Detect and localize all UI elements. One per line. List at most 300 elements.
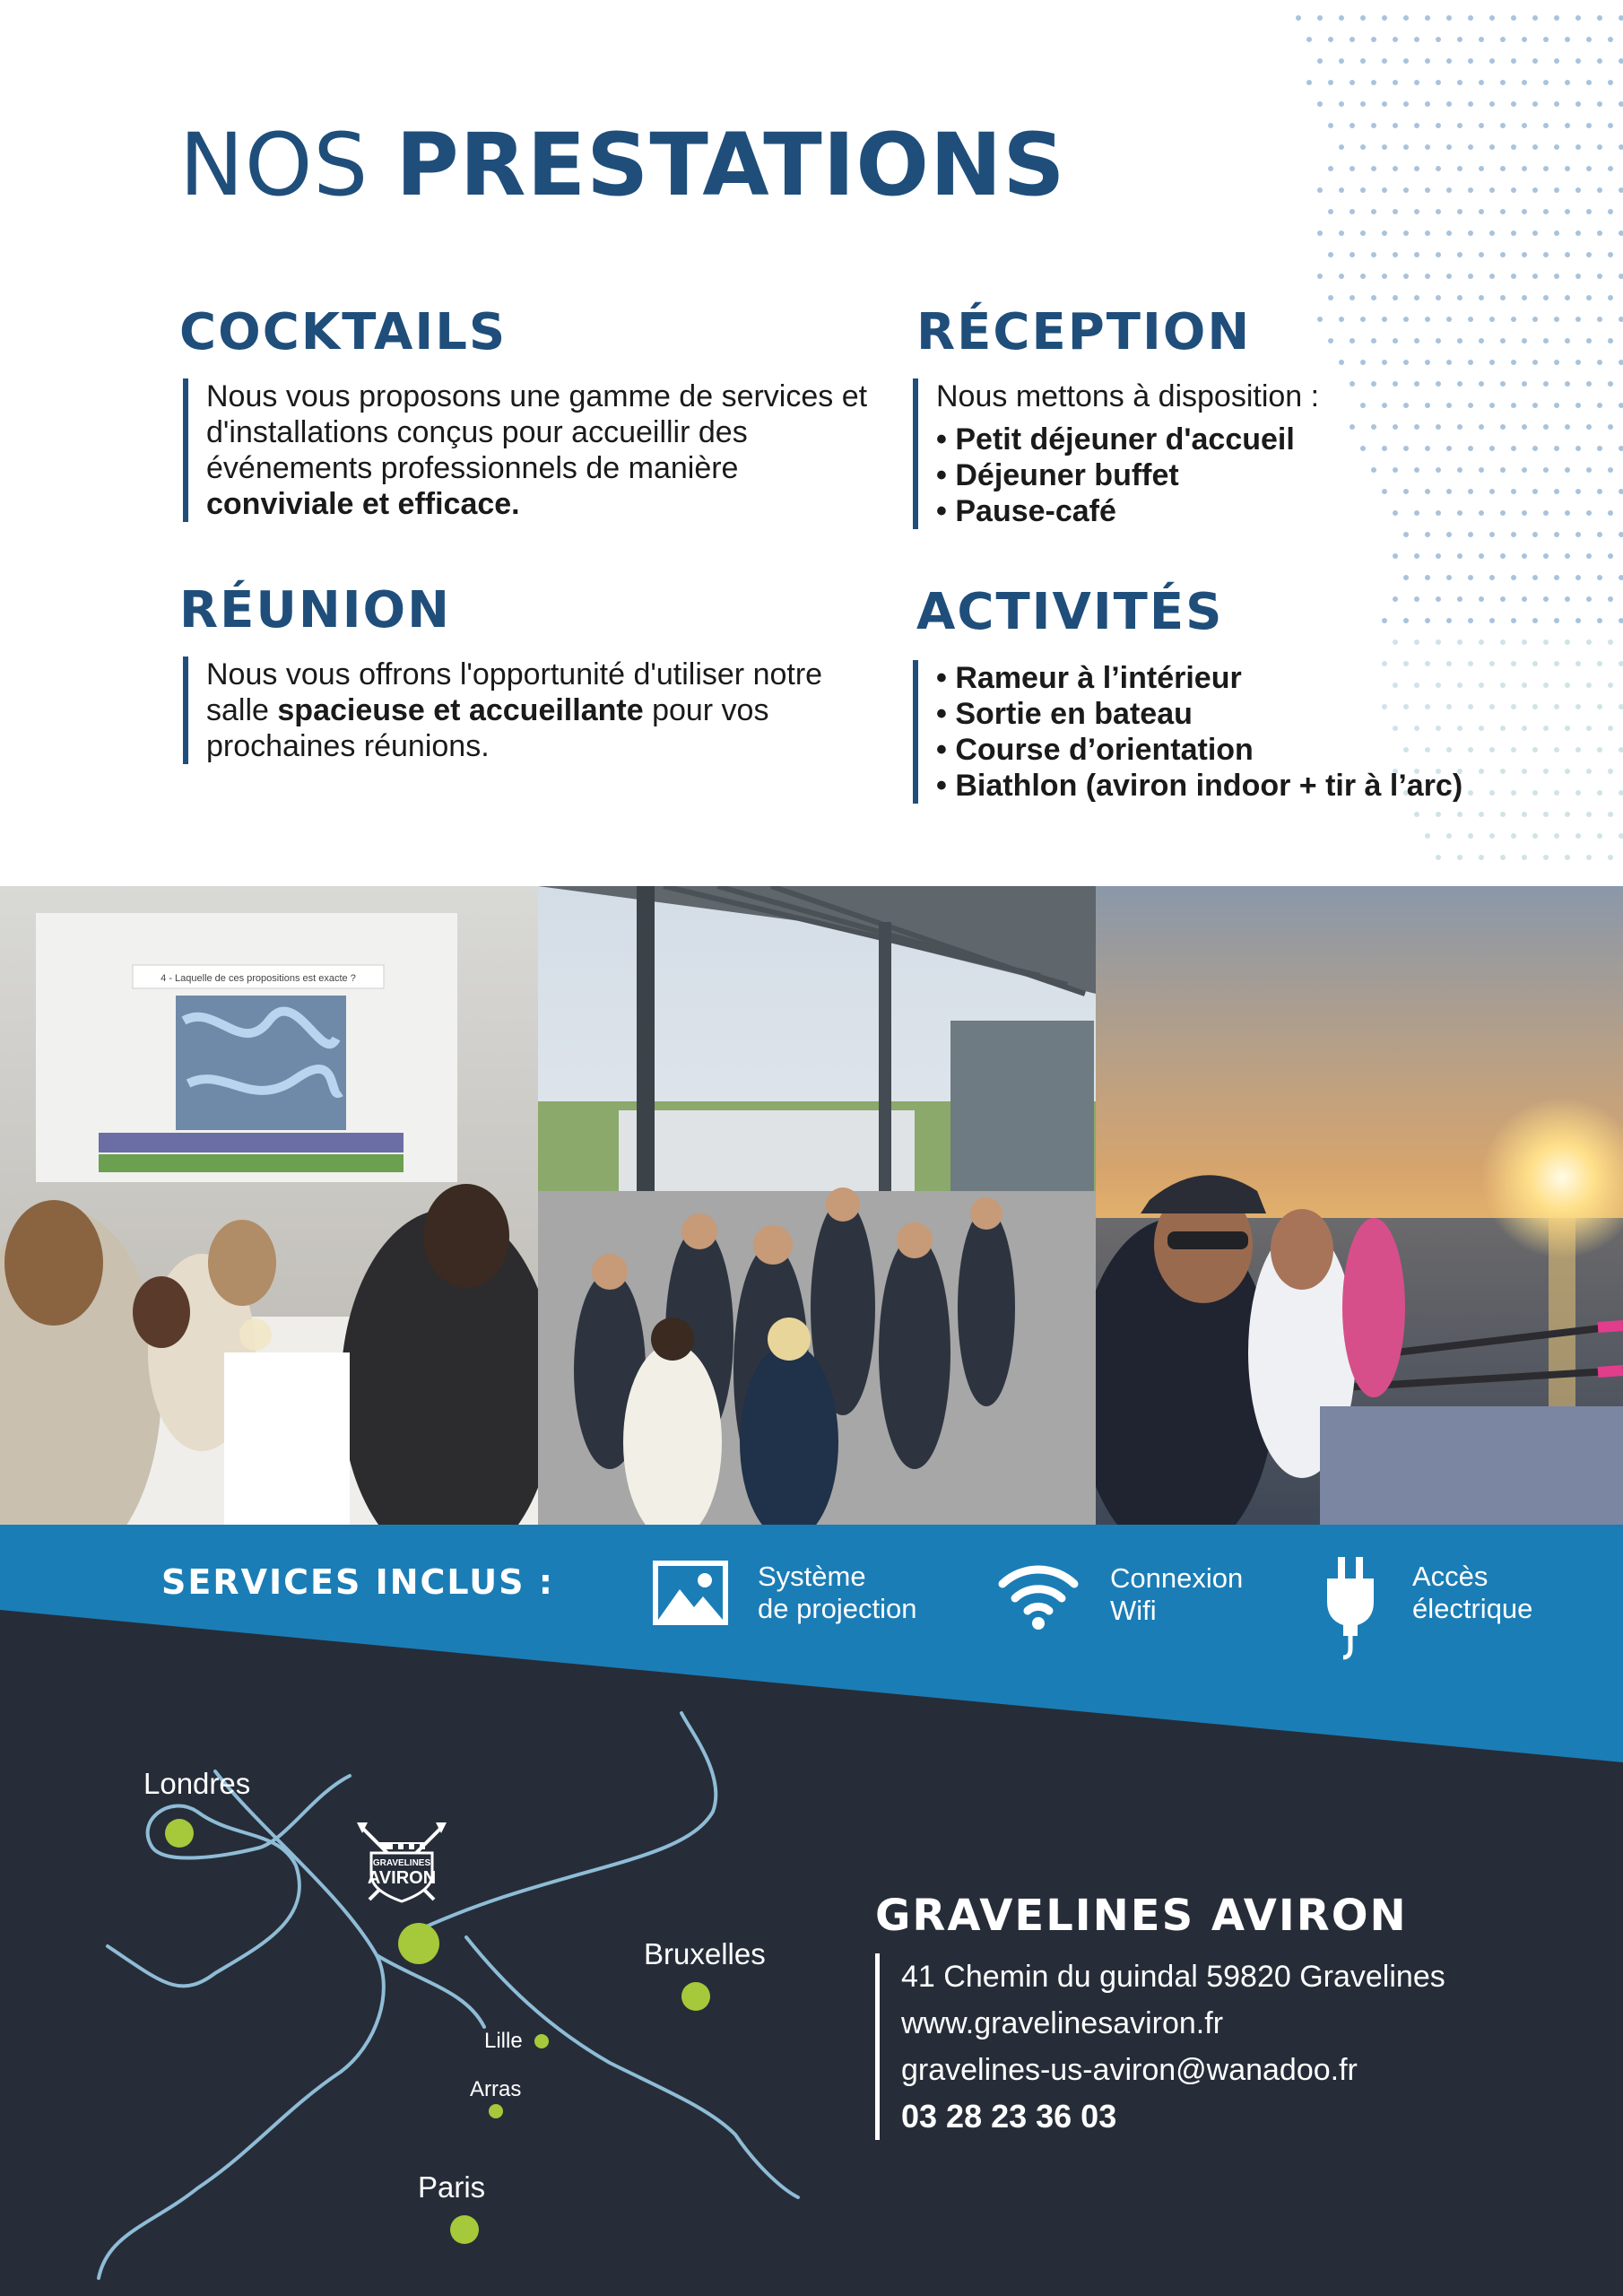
contact-address: 41 Chemin du guindal 59820 Gravelines (901, 1960, 1445, 1994)
decor-dot (1597, 15, 1602, 21)
decor-dot (1532, 274, 1538, 279)
decor-dot (1425, 230, 1430, 236)
decor-dot (1350, 252, 1355, 257)
decor-dot (1532, 618, 1538, 623)
reunion-text-after: pour vos prochaines réunions. (206, 693, 769, 763)
decor-dot (1619, 187, 1623, 193)
decor-dot (1489, 187, 1495, 193)
decor-dot (1554, 532, 1559, 537)
decor-dot (1425, 833, 1430, 839)
decor-dot (1554, 790, 1559, 796)
decor-dot (1393, 596, 1398, 602)
decor-dot (1339, 144, 1344, 150)
decor-dot (1597, 833, 1602, 839)
decor-dot (1543, 381, 1549, 387)
decor-dot (1489, 230, 1495, 236)
decor-dot (1489, 403, 1495, 408)
reunion-text-bold: spacieuse et accueillante (277, 693, 644, 727)
decor-dot (1339, 101, 1344, 107)
decor-dot (1403, 15, 1409, 21)
decor-dot (1446, 575, 1452, 580)
decor-dot (1597, 790, 1602, 796)
decor-dot (1317, 274, 1323, 279)
decor-dot (1360, 58, 1366, 64)
decor-dot (1554, 704, 1559, 709)
decor-dot (1403, 101, 1409, 107)
decor-dot (1339, 360, 1344, 365)
decor-dot (1522, 123, 1527, 128)
decor-dot (1436, 295, 1441, 300)
decor-dot (1489, 15, 1495, 21)
decor-dot (1511, 58, 1516, 64)
decor-dot (1586, 123, 1592, 128)
decor-dot (1446, 230, 1452, 236)
decor-dot (1457, 80, 1462, 85)
decor-dot (1511, 101, 1516, 107)
page-title (179, 115, 1065, 215)
logo-text-top: GRAVELINES (372, 1858, 431, 1868)
decor-dot (1489, 833, 1495, 839)
decor-dot (1522, 166, 1527, 171)
decor-dot (1565, 683, 1570, 688)
decor-dot (1468, 833, 1473, 839)
decor-dot (1468, 58, 1473, 64)
decor-dot (1457, 596, 1462, 602)
decor-dot (1522, 467, 1527, 473)
decor-dot (1446, 489, 1452, 494)
decor-dot (1608, 123, 1613, 128)
decor-dot (1479, 639, 1484, 645)
decor-dot (1328, 338, 1333, 344)
decor-dot (1554, 317, 1559, 322)
decor-dot (1597, 661, 1602, 666)
decor-dot (1500, 381, 1506, 387)
rowing-photo-art (1096, 886, 1623, 1532)
decor-dot (1371, 338, 1376, 344)
city-marker-lille (534, 2034, 549, 2048)
decor-dot (1586, 252, 1592, 257)
decor-dot (1425, 360, 1430, 365)
decor-dot (1619, 144, 1623, 150)
decor-dot (1532, 144, 1538, 150)
decor-dot (1414, 123, 1419, 128)
decor-dot (1511, 144, 1516, 150)
decor-dot (1500, 596, 1506, 602)
decor-dot (1371, 209, 1376, 214)
decor-dot (1586, 338, 1592, 344)
decor-dot (1565, 855, 1570, 860)
decor-dot (1608, 726, 1613, 731)
decor-dot (1350, 123, 1355, 128)
decor-dot (1608, 769, 1613, 774)
decor-dot (1500, 424, 1506, 430)
decor-dot (1414, 553, 1419, 559)
decor-dot (1468, 489, 1473, 494)
decor-dot (1371, 123, 1376, 128)
decor-dot (1489, 360, 1495, 365)
decor-dot (1360, 230, 1366, 236)
decor-dot (1371, 37, 1376, 42)
decor-dot (1457, 812, 1462, 817)
decor-dot (1619, 274, 1623, 279)
list-item: • Petit déjeuner d'accueil (936, 422, 1438, 457)
decor-dot (1339, 230, 1344, 236)
decor-dot (1414, 252, 1419, 257)
decor-dot (1575, 704, 1581, 709)
decor-dot (1597, 403, 1602, 408)
decor-dot (1608, 510, 1613, 516)
decor-dot (1575, 403, 1581, 408)
logo-text-bottom: AVIRON (367, 1868, 437, 1888)
decor-dot (1489, 489, 1495, 494)
decor-dot (1468, 144, 1473, 150)
decor-dot (1608, 209, 1613, 214)
decor-dot (1554, 747, 1559, 752)
decor-dot (1575, 58, 1581, 64)
decor-dot (1543, 295, 1549, 300)
decor-dot (1403, 360, 1409, 365)
decor-dot (1619, 489, 1623, 494)
decor-dot (1425, 274, 1430, 279)
decor-dot (1554, 187, 1559, 193)
decor-dot (1403, 317, 1409, 322)
decor-dot (1457, 252, 1462, 257)
decor-dot (1575, 489, 1581, 494)
decor-dot (1457, 510, 1462, 516)
list-item: • Course d’orientation (936, 732, 1546, 768)
decor-dot (1586, 855, 1592, 860)
decor-dot (1393, 166, 1398, 171)
decor-dot (1446, 317, 1452, 322)
decor-dot (1436, 812, 1441, 817)
decor-dot (1575, 274, 1581, 279)
decor-dot (1468, 446, 1473, 451)
cocktails-text (206, 378, 870, 522)
decor-dot (1425, 575, 1430, 580)
decor-dot (1457, 295, 1462, 300)
decor-dot (1403, 532, 1409, 537)
decor-dot (1608, 424, 1613, 430)
decor-dot (1436, 639, 1441, 645)
decor-dot (1543, 338, 1549, 344)
decor-dot (1500, 510, 1506, 516)
decor-dot (1425, 144, 1430, 150)
decor-dot (1619, 403, 1623, 408)
city-marker-londres (165, 1819, 194, 1848)
decor-dot (1403, 58, 1409, 64)
decor-dot (1575, 360, 1581, 365)
cocktails-body (183, 378, 870, 522)
activites-list (936, 660, 1546, 804)
decor-dot (1565, 812, 1570, 817)
decor-dot (1608, 338, 1613, 344)
decor-dot (1393, 639, 1398, 645)
decor-dot (1511, 833, 1516, 839)
decor-dot (1403, 575, 1409, 580)
decor-dot (1403, 274, 1409, 279)
decor-dot (1446, 101, 1452, 107)
organization-name: GRAVELINES AVIRON (875, 1891, 1408, 1941)
decor-dot (1489, 144, 1495, 150)
decor-dot (1597, 575, 1602, 580)
contact-email[interactable]: gravelines-us-aviron@wanadoo.fr (901, 2053, 1358, 2087)
decor-dot (1339, 15, 1344, 21)
decor-dot (1393, 37, 1398, 42)
decor-dot (1317, 58, 1323, 64)
decor-dot (1586, 812, 1592, 817)
decor-dot (1350, 338, 1355, 344)
decor-dot (1565, 553, 1570, 559)
decor-dot (1360, 317, 1366, 322)
activites-heading: ACTIVITÉS (916, 583, 1224, 641)
decor-dot (1511, 15, 1516, 21)
decor-dot (1522, 80, 1527, 85)
decor-dot (1619, 360, 1623, 365)
decor-dot (1382, 58, 1387, 64)
city-marker-bruxelles (681, 1982, 710, 2011)
decor-dot (1575, 187, 1581, 193)
decor-dot (1500, 338, 1506, 344)
decor-dot (1425, 58, 1430, 64)
decor-dot (1382, 187, 1387, 193)
decor-dot (1586, 80, 1592, 85)
decor-dot (1382, 317, 1387, 322)
decor-dot (1446, 360, 1452, 365)
service-label-electric: Accès électrique (1412, 1561, 1533, 1624)
decor-dot (1565, 338, 1570, 344)
decor-dot (1425, 317, 1430, 322)
decor-dot (1339, 274, 1344, 279)
rowing-photo (1096, 886, 1623, 1532)
contact-phone[interactable]: 03 28 23 36 03 (901, 2098, 1117, 2135)
decor-dot (1608, 252, 1613, 257)
decor-dot (1511, 446, 1516, 451)
decor-dot (1500, 467, 1506, 473)
decor-dot (1565, 252, 1570, 257)
decor-dot (1479, 338, 1484, 344)
decor-dot (1565, 639, 1570, 645)
decor-dot (1511, 317, 1516, 322)
decor-dot (1522, 252, 1527, 257)
decor-dot (1522, 596, 1527, 602)
city-label-bruxelles: Bruxelles (644, 1937, 766, 1970)
decor-dot (1446, 15, 1452, 21)
decor-dot (1500, 639, 1506, 645)
gravelines-aviron-logo (357, 1822, 447, 1901)
decor-dot (1511, 575, 1516, 580)
decor-dot (1436, 855, 1441, 860)
decor-dot (1586, 424, 1592, 430)
decor-dot (1468, 360, 1473, 365)
decor-dot (1457, 639, 1462, 645)
decor-dot (1543, 424, 1549, 430)
decor-dot (1500, 166, 1506, 171)
decor-dot (1575, 101, 1581, 107)
decor-dot (1619, 575, 1623, 580)
decor-dot (1350, 295, 1355, 300)
decor-dot (1350, 80, 1355, 85)
decor-dot (1565, 769, 1570, 774)
decor-dot (1511, 230, 1516, 236)
decor-dot (1619, 747, 1623, 752)
decor-dot (1522, 209, 1527, 214)
decor-dot (1565, 726, 1570, 731)
decor-dot (1339, 317, 1344, 322)
decor-dot (1306, 80, 1312, 85)
decor-dot (1414, 812, 1419, 817)
decor-dot (1425, 618, 1430, 623)
decor-dot (1479, 467, 1484, 473)
decor-dot (1350, 209, 1355, 214)
reunion-body (183, 657, 888, 764)
decor-dot (1436, 123, 1441, 128)
contact-website[interactable]: www.gravelinesaviron.fr (901, 2006, 1224, 2040)
decor-dot (1575, 15, 1581, 21)
decor-dot (1457, 467, 1462, 473)
decor-dot (1360, 101, 1366, 107)
decor-dot (1554, 360, 1559, 365)
decor-dot (1608, 166, 1613, 171)
decor-dot (1382, 360, 1387, 365)
decor-dot (1403, 230, 1409, 236)
decor-dot (1457, 338, 1462, 344)
decor-dot (1586, 209, 1592, 214)
decor-dot (1436, 37, 1441, 42)
decor-dot (1586, 467, 1592, 473)
decor-dot (1554, 230, 1559, 236)
decor-dot (1619, 58, 1623, 64)
decor-dot (1296, 15, 1301, 21)
city-marker-arras (489, 2104, 503, 2118)
decor-dot (1371, 252, 1376, 257)
decor-dot (1468, 230, 1473, 236)
decor-dot (1489, 101, 1495, 107)
decor-dot (1586, 37, 1592, 42)
decor-dot (1554, 403, 1559, 408)
reception-heading: RÉCEPTION (916, 303, 1252, 361)
decor-dot (1479, 252, 1484, 257)
decor-dot (1479, 510, 1484, 516)
decor-dot (1382, 274, 1387, 279)
decor-dot (1532, 101, 1538, 107)
decor-dot (1565, 596, 1570, 602)
decor-dot (1619, 833, 1623, 839)
decor-dot (1597, 704, 1602, 709)
decor-dot (1565, 381, 1570, 387)
decor-dot (1586, 381, 1592, 387)
decor-dot (1565, 510, 1570, 516)
decor-dot (1425, 101, 1430, 107)
decor-dot (1500, 209, 1506, 214)
service-label-wifi: Connexion Wifi (1110, 1562, 1244, 1626)
plug-icon (1324, 1555, 1377, 1665)
decor-dot (1554, 575, 1559, 580)
decor-dot (1575, 317, 1581, 322)
decor-dot (1382, 15, 1387, 21)
decor-dot (1575, 532, 1581, 537)
list-item: • Déjeuner buffet (936, 457, 1438, 493)
decor-dot (1479, 123, 1484, 128)
decor-dot (1608, 683, 1613, 688)
decor-dot (1500, 855, 1506, 860)
decor-dot (1597, 317, 1602, 322)
decor-dot (1500, 812, 1506, 817)
decor-dot (1436, 338, 1441, 344)
decor-dot (1339, 58, 1344, 64)
decor-dot (1479, 166, 1484, 171)
decor-dot (1522, 855, 1527, 860)
decor-dot (1489, 446, 1495, 451)
decor-dot (1522, 639, 1527, 645)
decor-dot (1446, 446, 1452, 451)
reception-list (936, 422, 1438, 529)
decor-dot (1446, 187, 1452, 193)
decor-dot (1468, 532, 1473, 537)
city-label-londres: Londres (143, 1767, 251, 1800)
decor-dot (1619, 446, 1623, 451)
decor-dot (1522, 338, 1527, 344)
decor-dot (1360, 15, 1366, 21)
reception-body (913, 378, 1438, 529)
decor-dot (1350, 166, 1355, 171)
decor-dot (1446, 618, 1452, 623)
decor-dot (1522, 510, 1527, 516)
decor-dot (1371, 166, 1376, 171)
decor-dot (1575, 230, 1581, 236)
decor-dot (1350, 37, 1355, 42)
decor-dot (1489, 317, 1495, 322)
decor-dot (1522, 424, 1527, 430)
decor-dot (1446, 274, 1452, 279)
decor-dot (1532, 489, 1538, 494)
decor-dot (1500, 553, 1506, 559)
decor-dot (1586, 639, 1592, 645)
decor-dot (1597, 489, 1602, 494)
decor-dot (1543, 510, 1549, 516)
list-item: • Pause-café (936, 493, 1438, 529)
reunion-heading: RÉUNION (179, 581, 452, 639)
list-item: • Sortie en bateau (936, 696, 1546, 732)
decor-dot (1479, 295, 1484, 300)
decor-dot (1479, 381, 1484, 387)
decor-dot (1586, 596, 1592, 602)
decor-dot (1543, 812, 1549, 817)
city-label-arras: Arras (470, 2077, 522, 2101)
decor-dot (1479, 80, 1484, 85)
decor-dot (1532, 446, 1538, 451)
wifi-icon (997, 1561, 1080, 1635)
decor-dot (1543, 855, 1549, 860)
decor-dot (1532, 403, 1538, 408)
decor-dot (1522, 812, 1527, 817)
decor-dot (1597, 101, 1602, 107)
decor-dot (1575, 618, 1581, 623)
decor-dot (1457, 424, 1462, 430)
decor-dot (1554, 446, 1559, 451)
contact-block (875, 1953, 1445, 2140)
decor-dot (1382, 144, 1387, 150)
decor-dot (1532, 360, 1538, 365)
city-marker-paris (450, 2215, 479, 2244)
decor-dot (1457, 37, 1462, 42)
decor-dot (1500, 295, 1506, 300)
decor-dot (1554, 274, 1559, 279)
decor-dot (1543, 37, 1549, 42)
decor-dot (1468, 317, 1473, 322)
decor-dot (1360, 360, 1366, 365)
decor-dot (1403, 187, 1409, 193)
decor-dot (1436, 209, 1441, 214)
